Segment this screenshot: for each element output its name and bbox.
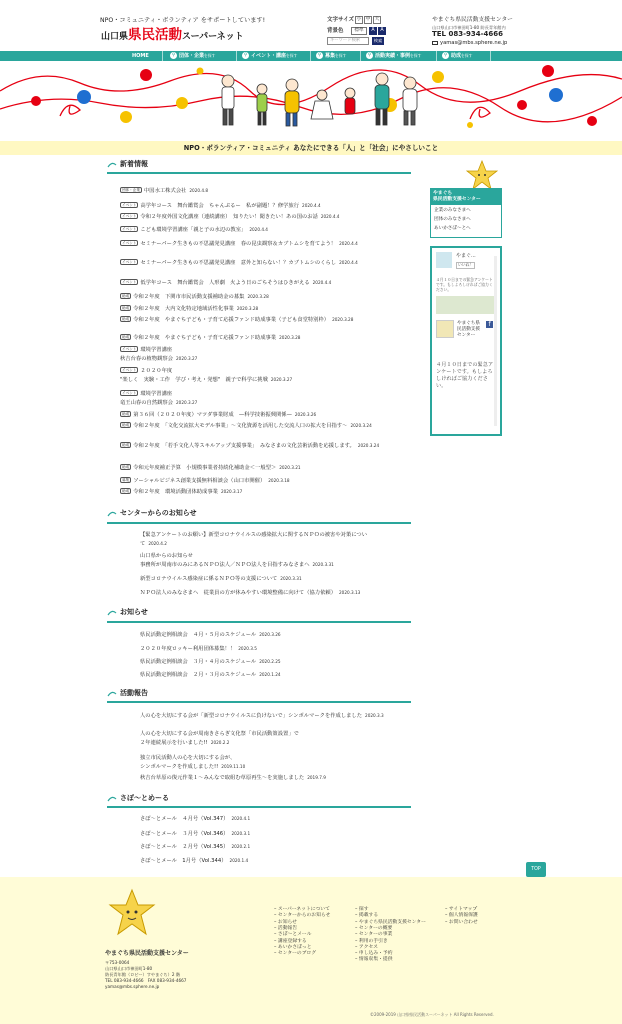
news-date: 2020.4.4	[339, 241, 358, 246]
mail-title[interactable]: さぽ～とメール 1月号（Vol.344）	[140, 858, 227, 864]
bg-color-label: 背景色	[327, 28, 344, 34]
sprout-icon	[107, 795, 117, 802]
search-icon: ⚲	[243, 53, 248, 58]
news-item[interactable]	[120, 346, 410, 363]
news-item[interactable]	[120, 367, 410, 384]
footer-link[interactable]: – 利用の手引き	[355, 938, 388, 944]
news-title[interactable]: 低学年コース 舞台鑑賞会 人形劇 火よう日のごちそうはひきがえる	[140, 280, 310, 286]
fb-avatar	[436, 252, 452, 268]
section-title-notice: お知らせ	[107, 608, 148, 617]
nav-grants[interactable]: ⚲ 助成を探す	[443, 53, 473, 59]
news-date: 2020.3.26	[294, 412, 317, 417]
category-badge: イベント	[122, 260, 137, 264]
footer-link[interactable]: – お知らせ	[274, 919, 297, 925]
mail-date: 2020.1.4	[229, 858, 249, 863]
footer-address-line: 〒753-0064	[105, 960, 130, 965]
widget-scrollbar[interactable]	[494, 256, 497, 426]
news-date: 2020.4.4	[320, 214, 340, 219]
footer-address-line: TEL 083-934-4666 FAX 083-934-4667	[105, 978, 187, 983]
site-logo[interactable]: 山口県県民活動スーパーネット	[101, 27, 244, 43]
news-title[interactable]: 高学年コース 舞台鑑賞会 ちゃんぷるー 私が副題！？修学旅行	[140, 203, 300, 209]
news-item[interactable]	[120, 316, 410, 325]
sprout-icon	[107, 609, 117, 616]
section-divider	[107, 522, 411, 524]
category-badge: 助成	[122, 423, 130, 427]
footer-link[interactable]: – センターの概要	[355, 925, 393, 931]
news-date: 2020.4.8	[189, 188, 209, 193]
footer-link[interactable]: – あいかさぽっと	[274, 944, 312, 950]
news-item[interactable]	[120, 305, 410, 314]
hero-illustration	[0, 61, 622, 141]
bg-standard-button[interactable]: 標準	[351, 27, 367, 35]
header-tagline: NPO・コミュニティ・ボランティア をサポートしています!	[100, 17, 266, 24]
report-date: 2020.3.3	[365, 713, 384, 718]
news-date: 2020.4.4	[249, 227, 268, 232]
news-title[interactable]: 環境学習講座	[140, 347, 173, 353]
news-date: 2020.3.17	[220, 489, 243, 494]
category-badge: 助成	[122, 335, 130, 339]
news-title[interactable]: 令和２年度外国文化講座（連続講座） 知りたい！聞きたい！あの国のお話	[140, 214, 318, 220]
sidebar-link-groups[interactable]: 団体のみなさまへ	[434, 217, 471, 222]
news-title[interactable]: 令和２年度 やまぐち子ども・子育て応援ファンド助成事業	[133, 335, 277, 341]
news-title[interactable]: ２０２０年度	[140, 368, 173, 374]
mail-item[interactable]	[140, 857, 412, 866]
footer-link[interactable]: – お問い合わせ	[445, 919, 478, 925]
notice-item[interactable]	[140, 658, 412, 667]
report-item[interactable]	[140, 774, 412, 783]
notice-date: 2020.2.25	[259, 659, 281, 664]
notice-item[interactable]	[140, 671, 412, 680]
report-title[interactable]: 人の心を大切にする会が周南きさらぎ文化祭「市民活動策設置」で	[140, 731, 299, 737]
report-item[interactable]	[140, 755, 412, 771]
news-date: 2020.4.4	[339, 260, 358, 265]
footer-link[interactable]: – 講座登録する	[274, 938, 307, 944]
mail-date: 2020.4.1	[231, 816, 251, 821]
news-item[interactable]	[120, 293, 410, 302]
news-item[interactable]	[120, 422, 410, 431]
sprout-icon	[107, 510, 117, 517]
mail-icon	[432, 41, 438, 45]
search-icon: ⚲	[367, 53, 372, 58]
section-divider	[107, 172, 411, 174]
report-date: 2020.2.2	[210, 739, 230, 745]
font-size-label: 文字サイズ	[327, 17, 355, 23]
center-title[interactable]: て	[140, 540, 146, 547]
footer-link[interactable]: – 申し込み・予約	[355, 951, 393, 957]
news-item[interactable]	[120, 442, 410, 451]
news-item[interactable]	[120, 279, 410, 288]
notice-title[interactable]: 県民活動定例相談会 ３月・４月のスケジュール	[140, 659, 257, 665]
news-title[interactable]: こども環境学習講座「親と子の水辺の教室」	[140, 227, 247, 233]
back-to-top-button[interactable]: TOP	[526, 862, 546, 877]
font-size-small-button[interactable]: 小	[356, 17, 362, 22]
news-item[interactable]	[120, 202, 410, 211]
report-title[interactable]: 秋吉台草原の復元作業１～みんなで取組む草原再生～を実施しました	[140, 775, 305, 781]
news-title[interactable]: 令和２年度 環境活動団体助成事業	[133, 489, 218, 495]
report-date: 2019.7.9	[307, 775, 326, 780]
section-divider	[107, 701, 411, 703]
news-date: 2020.3.24	[357, 443, 380, 448]
fb-page-title[interactable]: やまぐち県民活動支援センター	[457, 321, 480, 338]
fb-post-body: ４月１０日までの緊急アンケートです。もしよろしければご協力ください。	[436, 362, 494, 389]
notice-date: 2020.3.5	[238, 646, 257, 651]
notice-item[interactable]	[140, 645, 412, 654]
org-name: やまぐち県民活動支援センター	[432, 17, 513, 23]
news-title[interactable]: ソーシャルビジネス創業支援無料相談会（山口市開催）	[133, 478, 266, 484]
center-date: 2020.4.2	[148, 540, 167, 546]
category-badge: イベント	[122, 391, 137, 395]
center-item[interactable]	[140, 553, 412, 569]
news-date: 2020.3.27	[175, 399, 198, 405]
footer-link[interactable]: – 探す	[355, 907, 369, 912]
news-item[interactable]	[120, 390, 410, 407]
org-address: 山口県山口市神田町1-80 防長青年館内	[432, 25, 506, 30]
star-mascot-icon	[466, 160, 498, 190]
footer-link[interactable]: – アクセス	[355, 944, 378, 950]
center-item[interactable]	[140, 589, 412, 598]
section-divider	[107, 806, 411, 808]
center-date: 2020.3.31	[312, 561, 334, 567]
news-title[interactable]: 令和２年度 「文化交流拡大モデル事業」～文化資源を活用した交流人口の拡大を目指す～	[133, 423, 348, 429]
news-title[interactable]: 令和２年度 大内文化特定地域活性化事業	[133, 306, 234, 312]
category-badge: 助成	[122, 412, 130, 416]
category-badge: 助成	[122, 317, 130, 321]
mail-title[interactable]: さぽ～とメール ４月号（Vol.347）	[140, 816, 229, 822]
sidebar-link-companies[interactable]: 企業のみなさまへ	[434, 208, 471, 213]
center-date: 2020.3.31	[280, 576, 302, 581]
fb-page-name[interactable]: やまぐ...	[456, 253, 476, 259]
notice-title[interactable]: 県民活動定例相談会 ４月・５月のスケジュール	[140, 632, 257, 638]
footer-link[interactable]: – さぽ～とメール	[274, 932, 312, 938]
category-badge: イベント	[122, 368, 137, 372]
notice-date: 2020.3.26	[259, 632, 281, 637]
news-item[interactable]	[120, 464, 410, 473]
fb-like-button[interactable]: いいね！	[458, 262, 474, 267]
footer-link[interactable]: – 個人情報保護	[445, 913, 478, 919]
news-item[interactable]	[120, 259, 410, 268]
news-item[interactable]	[120, 477, 410, 486]
section-title-center: センターからのお知らせ	[107, 509, 197, 518]
category-badge: 助成	[122, 306, 130, 310]
notice-item[interactable]	[140, 631, 412, 640]
news-item[interactable]	[120, 488, 410, 497]
center-item[interactable]	[140, 532, 412, 548]
news-title[interactable]: 令和２年度 下関市市民活動支援補助金の募集	[133, 294, 245, 300]
news-date: 2020.3.28	[236, 306, 259, 311]
report-item[interactable]	[140, 712, 412, 721]
mail-date: 2020.2.1	[231, 844, 251, 849]
news-date: 2020.3.18	[268, 478, 290, 483]
category-badge: 団体・企業	[122, 188, 140, 192]
nav-home[interactable]: HOME	[132, 53, 149, 59]
mail-title[interactable]: さぽ～とメール ３月号（Vol.346）	[140, 831, 229, 837]
footer-link[interactable]: – センターのブログ	[274, 951, 317, 957]
font-size-large-button[interactable]: 大	[374, 17, 380, 22]
report-title[interactable]: 人の心を大切にする会が「新型コロナウイルスに負けないで」シンボルマークを作成しました	[140, 713, 363, 719]
news-title[interactable]: 第３６回（２０２０年度）マツダ事業財成 —科学技術振興関係—	[133, 412, 292, 418]
copyright: ©2009-2019 山口県県民活動スーパーネット All Rights Reserved.	[370, 1012, 494, 1017]
news-item[interactable]	[120, 226, 410, 235]
report-title[interactable]: シンボルマークを作成しました!!	[140, 763, 219, 770]
sidebar-box-title: やまぐち 県民活動支援センター	[431, 189, 501, 205]
news-title[interactable]: 令和元年度補正予算 小規模事業者持続化補助金＜一般型＞	[133, 465, 277, 471]
category-badge: 募集	[122, 478, 130, 482]
news-date: 2020.4.4	[312, 280, 332, 285]
notice-title[interactable]: ２０２０年度ロッキー利用団体募集！！	[140, 646, 236, 652]
category-badge: イベント	[122, 203, 137, 207]
star-mascot-icon	[108, 888, 156, 938]
category-badge: 助成	[122, 489, 130, 493]
search-icon: ⚲	[317, 53, 322, 58]
footer-address-line: 山口県山口市神田町1-80	[105, 966, 153, 971]
footer-link[interactable]: – 活動報告	[274, 925, 298, 931]
font-size-medium-button[interactable]: 中	[365, 17, 371, 22]
news-title[interactable]: 秋吉台春の植物観察会	[120, 355, 173, 362]
report-item[interactable]	[140, 731, 412, 747]
section-title-report: 活動報告	[107, 689, 148, 698]
category-badge: 助成	[122, 443, 130, 447]
news-title[interactable]: 中国水工株式会社	[143, 188, 187, 194]
news-title[interactable]: 竜王山春の自然観察会	[120, 399, 173, 406]
sprout-icon	[107, 690, 117, 697]
center-title[interactable]: 【緊急アンケートのお願い】新型コロナウイルスの感染拡大に関するＮＰＯの被害や対策につい	[140, 532, 368, 538]
footer-link[interactable]: – 情報収集・提供	[355, 957, 393, 963]
news-item[interactable]	[120, 213, 410, 222]
footer-address-line: 防長青年館（ロビー）すやまぐち）2 階	[105, 972, 181, 977]
footer-link[interactable]: – やまぐち県民活動支援センター	[355, 919, 426, 925]
report-title[interactable]: ２年連続展示を行いました!!	[140, 739, 208, 746]
footer-link[interactable]: – センターからのお知らせ	[274, 913, 331, 919]
category-badge: 助成	[122, 465, 130, 469]
news-date: 2020.3.21	[279, 465, 301, 470]
news-date: 2020.3.28	[247, 294, 269, 299]
nav-groups[interactable]: ⚲ 団体・企業を探す	[171, 53, 216, 59]
category-badge: イベント	[122, 241, 137, 245]
footer-link[interactable]: – センターの事業	[355, 932, 393, 938]
news-date: 2020.3.27	[270, 376, 293, 382]
footer-org-name: やまぐち県民活動支援センター	[105, 950, 189, 957]
category-badge: イベント	[122, 214, 137, 218]
news-item[interactable]	[120, 240, 410, 249]
section-title-news: 新着情報	[107, 160, 148, 169]
report-date: 2019.11.10	[221, 763, 246, 769]
search-icon: ⚲	[443, 53, 448, 58]
section-title-mail: さぽ～とめーる	[107, 794, 169, 803]
mail-item[interactable]	[140, 830, 412, 839]
fb-post-text: ４月１０日までの緊急アンケートです。もしよろしければご協力ください。	[436, 277, 493, 292]
phone-number: TEL 083-934-4666	[432, 30, 503, 38]
footer-address-line: yamas@mbs.sphere.ne.jp	[105, 984, 160, 989]
footer-link[interactable]: – 掲載する	[355, 913, 379, 919]
search-icon: ⚲	[171, 53, 176, 58]
sprout-icon	[107, 161, 117, 168]
email-link[interactable]: yamas@mbs.sphere.ne.jp	[432, 40, 507, 47]
news-title[interactable]: 令和２年度 やまぐち子ども・子育て応援ファンド助成事業（子ども食堂特別枠）	[133, 317, 330, 323]
category-badge: イベント	[122, 280, 137, 284]
news-date: 2020.3.24	[350, 423, 372, 428]
news-title[interactable]: セミナーパーク生きもの不思議発見講座 春の昆虫観察＆カブトムシを育てよう！	[140, 241, 337, 247]
bg-blue-button[interactable]: A	[378, 27, 386, 35]
mail-date: 2020.3.1	[231, 831, 251, 836]
category-badge: イベント	[122, 227, 137, 231]
center-title[interactable]: ＮＰＯ法人のみなさまへ 従業員の方が休みやすい環境整備に向けて（協力依頼）	[140, 590, 336, 596]
news-item[interactable]	[120, 187, 410, 196]
news-item[interactable]	[120, 411, 410, 420]
search-button[interactable]: 検索	[373, 38, 383, 43]
mail-title[interactable]: さぽ～とメール ２月号（Vol.345）	[140, 844, 229, 850]
section-divider	[107, 621, 411, 623]
news-title[interactable]: 環境学習講座	[140, 391, 173, 397]
center-date: 2020.3.13	[339, 590, 361, 595]
notice-date: 2020.1.24	[259, 672, 281, 677]
facebook-widget[interactable]	[430, 246, 502, 436]
fb-post-image	[436, 296, 496, 314]
news-title[interactable]: セミナーパーク生きもの不思議発見講座 意外と知らない！？カブトムシのくらし	[140, 260, 337, 266]
main-nav	[0, 51, 622, 61]
bg-dark-button[interactable]: A	[369, 27, 377, 35]
mail-item[interactable]	[140, 843, 412, 852]
category-badge: イベント	[122, 347, 137, 351]
footer-link[interactable]: – サイトマップ	[445, 907, 478, 912]
search-input[interactable]: キーワード検索	[327, 37, 369, 45]
news-date: 2020.3.27	[175, 355, 198, 361]
sidebar-link-aikasaport[interactable]: あいかさぽ～とへ	[434, 226, 471, 231]
news-item[interactable]	[120, 334, 410, 343]
center-title[interactable]: 新型コロナウイルス感染症に係るＮＰＯ等の支援について	[140, 576, 278, 582]
mail-item[interactable]	[140, 815, 412, 824]
news-title[interactable]: "楽しく 実験・工作 学び・考え・発想" 親子で科学に挑戦	[120, 376, 268, 383]
center-title[interactable]: 事務所が周南市のみにあるＮＰＯ法人／ＮＰＯ法人を目指すみなさまへ	[140, 561, 310, 568]
report-title[interactable]: 独立市民活動人の心を大切にする会が、	[140, 755, 236, 761]
hero-tagline: NPO・ボランティア・コミュニティ あなたにできる「人」と「社会」にやさしいこと	[0, 141, 622, 155]
footer-link[interactable]: – スーパーネットについて	[274, 907, 330, 912]
notice-title[interactable]: 県民活動定例相談会 ２月・３月のスケジュール	[140, 672, 257, 678]
fb-page-avatar	[436, 320, 454, 338]
news-title[interactable]: 令和２年度 「若手文化人等スキルアップ支援事業」 みなさまの文化芸術活動を応援します。	[133, 443, 355, 449]
news-date: 2020.3.28	[279, 335, 301, 340]
nav-events[interactable]: ⚲ イベント・講座を探す	[243, 53, 298, 59]
news-date: 2020.4.4	[302, 203, 321, 208]
news-date: 2020.3.28	[332, 317, 354, 322]
center-item[interactable]	[140, 575, 412, 584]
center-title[interactable]: 山口県からのお知らせ	[140, 553, 193, 559]
nav-reports[interactable]: ⚲ 活動実績・事例を探す	[367, 53, 422, 59]
nav-recruit[interactable]: ⚲ 募集を探す	[317, 53, 347, 59]
facebook-icon: f	[486, 321, 493, 328]
category-badge: 助成	[122, 294, 130, 298]
